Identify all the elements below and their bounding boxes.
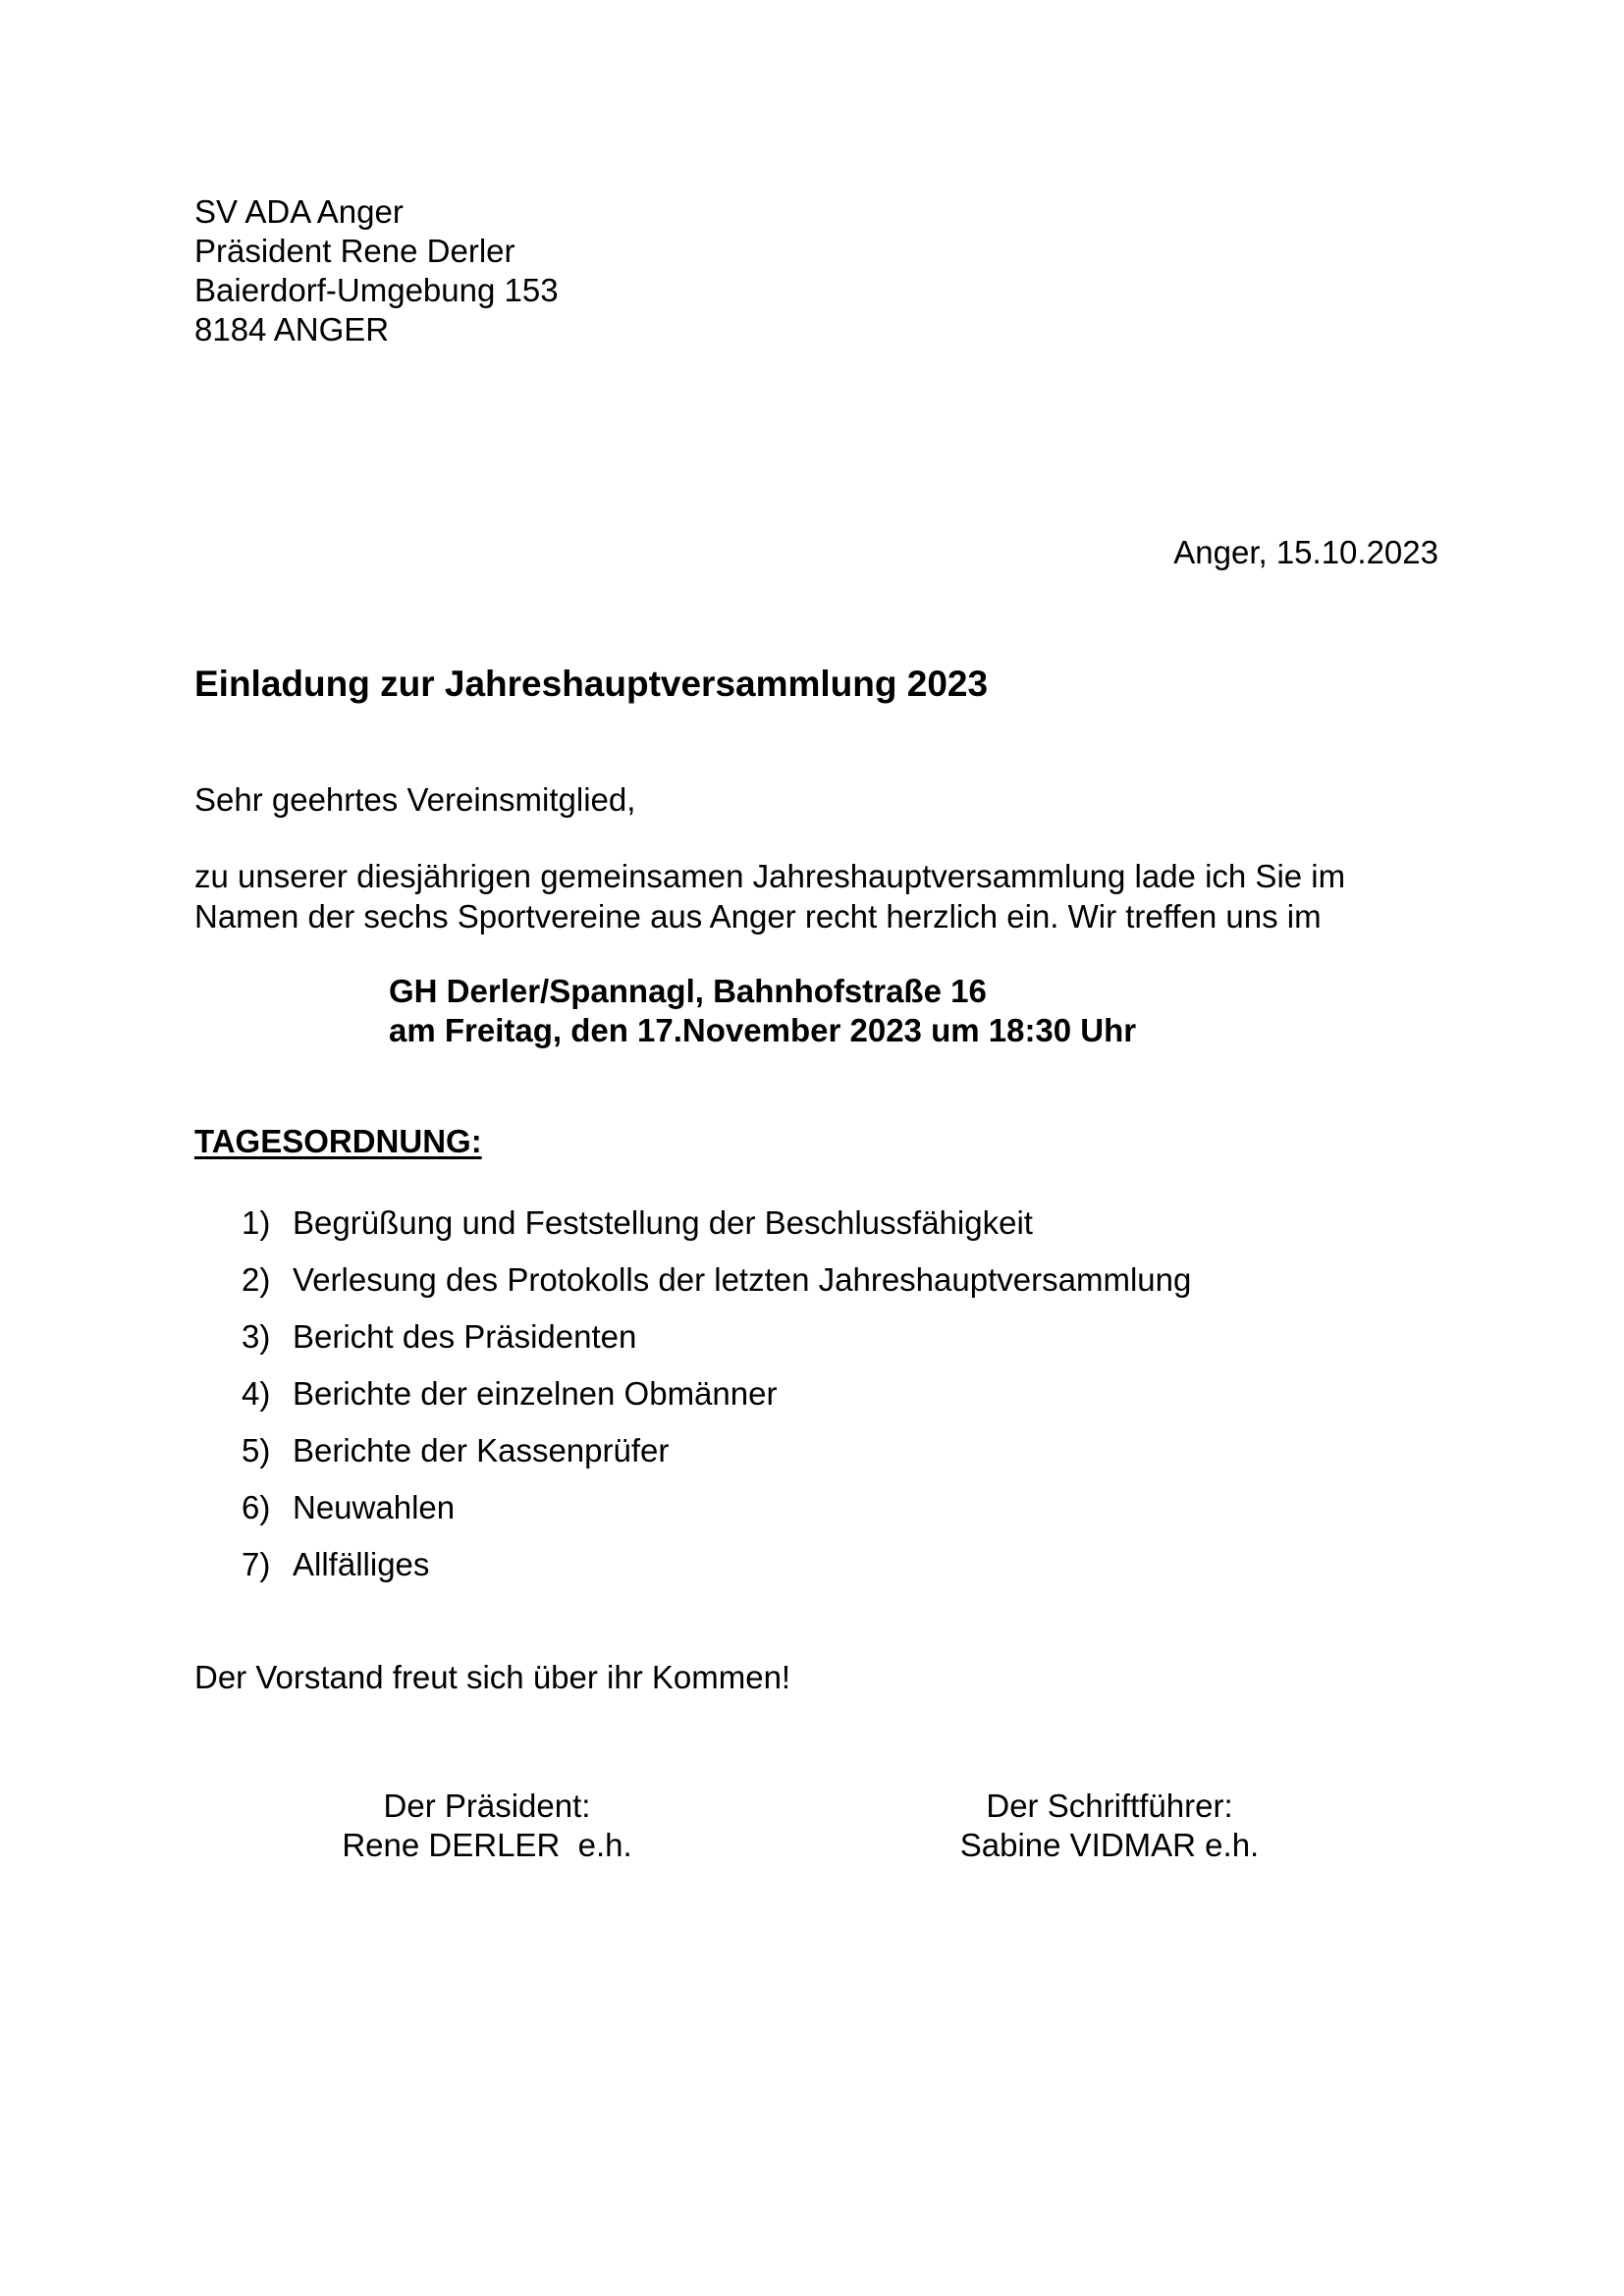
agenda-item-number: 7) — [242, 1546, 271, 1582]
sender-street: Baierdorf-Umgebung 153 — [194, 272, 559, 308]
agenda-item-number: 3) — [242, 1318, 271, 1355]
agenda-heading: TAGESORDNUNG: — [194, 1123, 482, 1159]
signature-name: Rene DERLER e.h. — [342, 1827, 632, 1863]
venue-block — [389, 972, 1136, 1050]
agenda-item — [242, 1431, 1191, 1488]
signature-role: Der Präsident: — [383, 1788, 591, 1824]
letter-title: Einladung zur Jahreshauptversammlung 2023 — [194, 664, 989, 704]
agenda-item — [242, 1317, 1191, 1374]
signature-secretary — [913, 1787, 1306, 1865]
agenda-item-text: Allfälliges — [293, 1546, 430, 1582]
agenda-item — [242, 1260, 1191, 1317]
agenda-item-text: Bericht des Präsidenten — [293, 1318, 637, 1355]
agenda-item-number: 2) — [242, 1261, 271, 1298]
agenda-item-text: Neuwahlen — [293, 1489, 456, 1525]
signature-president — [291, 1787, 683, 1865]
signature-role: Der Schriftführer: — [986, 1788, 1233, 1824]
agenda-item — [242, 1488, 1191, 1545]
body-line: zu unserer diesjährigen gemeinsamen Jahreshauptversammlung lade ich Sie im — [194, 858, 1346, 894]
agenda-item-text: Berichte der Kassenprüfer — [293, 1432, 670, 1468]
agenda-item-number: 5) — [242, 1432, 271, 1468]
venue-location: GH Derler/Spannagl, Bahnhofstraße 16 — [389, 973, 987, 1009]
agenda-item-number: 6) — [242, 1489, 271, 1525]
body-paragraph — [194, 856, 1345, 936]
body-line: Namen der sechs Sportvereine aus Anger recht herzlich ein. Wir treffen uns im — [194, 898, 1322, 934]
sender-address — [194, 192, 559, 349]
letter-date: Anger, 15.10.2023 — [1173, 534, 1438, 570]
agenda-item-number: 1) — [242, 1204, 271, 1241]
sender-president: Präsident Rene Derler — [194, 233, 515, 269]
agenda-list — [242, 1203, 1191, 1602]
agenda-item-text: Verlesung des Protokolls der letzten Jahreshauptversammlung — [293, 1261, 1192, 1298]
agenda-item — [242, 1374, 1191, 1431]
agenda-item — [242, 1545, 1191, 1602]
agenda-item-number: 4) — [242, 1375, 271, 1412]
agenda-item — [242, 1203, 1191, 1260]
agenda-item-text: Begrüßung und Feststellung der Beschlussfähigkeit — [293, 1204, 1033, 1241]
venue-datetime: am Freitag, den 17.November 2023 um 18:30 Uhr — [389, 1012, 1137, 1048]
sender-city: 8184 ANGER — [194, 311, 390, 347]
sender-club: SV ADA Anger — [194, 193, 404, 230]
agenda-item-text: Berichte der einzelnen Obmänner — [293, 1375, 778, 1412]
signature-name: Sabine VIDMAR e.h. — [959, 1827, 1260, 1863]
salutation: Sehr geehrtes Vereinsmitglied, — [194, 781, 636, 818]
closing-line: Der Vorstand freut sich über ihr Kommen! — [194, 1659, 791, 1695]
